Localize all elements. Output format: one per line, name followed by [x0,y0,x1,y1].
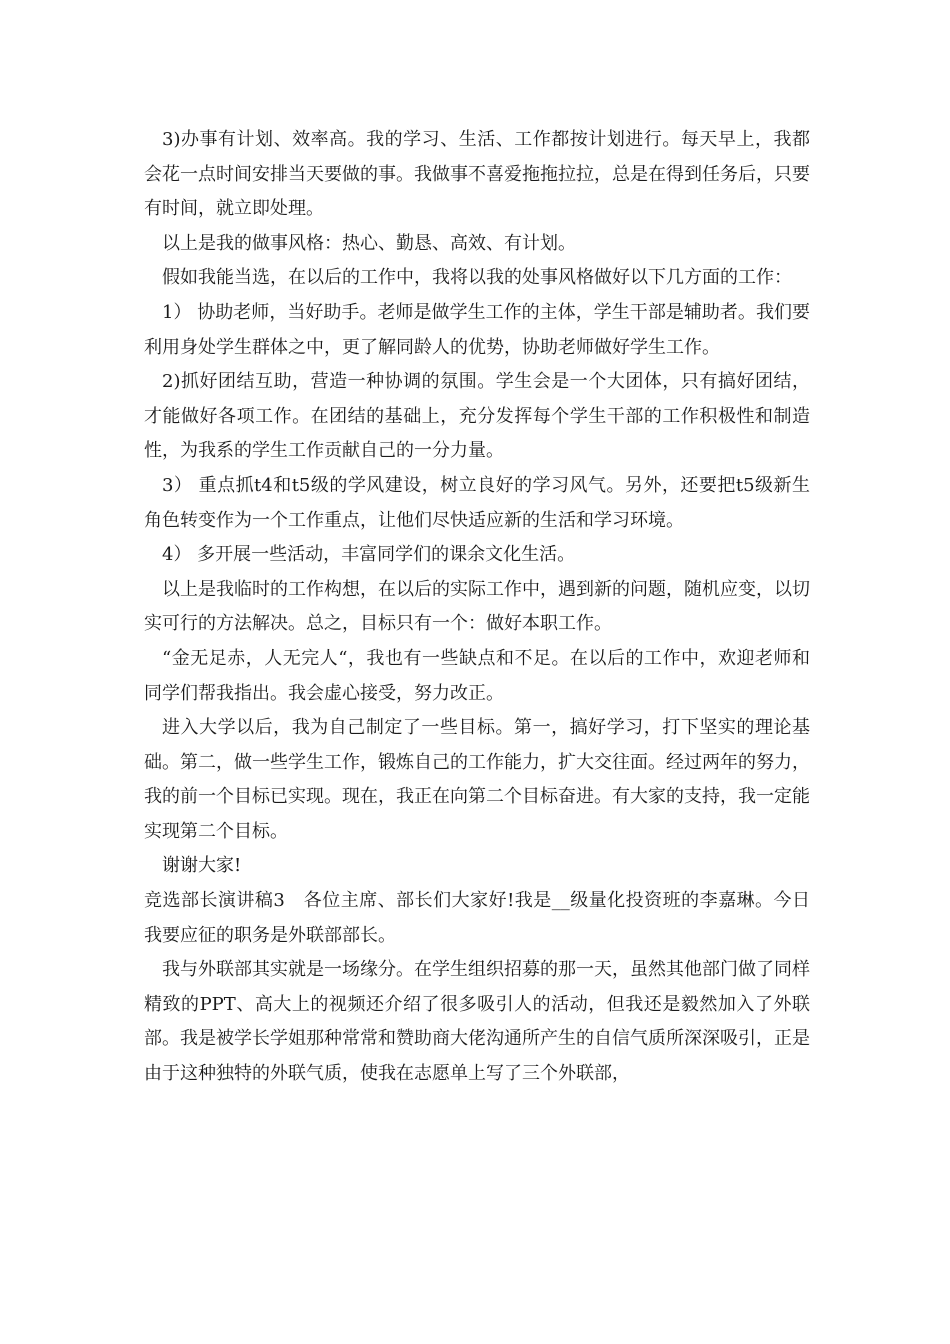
paragraph-point-2: 2)抓好团结互助，营造一种协调的氛围。学生会是一个大团体，只有搞好团结，才能做好各项工作。在团结的基础上，充分发挥每个学生干部的工作积极性和制造性，为我系的学生工作贡献自己的一分力量。 [144,371,810,462]
paragraph-speech-3-heading: 竞选部长演讲稿3 各位主席、部长们大家好!我是__级量化投资班的李嘉琳。今日我要应征的职务是外联部部长。 [144,890,810,946]
paragraph-work-style-summary: 以上是我的做事风格：热心、勤恳、高效、有计划。 [162,232,576,254]
paragraph-goals: 进入大学以后，我为自己制定了一些目标。第一，搞好学习，打下坚实的理论基础。第二，做一些学生工作，锻炼自己的工作能力，扩大交往面。经过两年的努力，我的前一个目标已实现。现在，我正在向第二个目标奋进。有大家的支持，我一定能实现第二个目标。 [144,717,810,842]
paragraph-work-concept: 以上是我临时的工作构想，在以后的实际工作中，遇到新的问题，随机应变，以切实可行的方法解决。总之，目标只有一个：做好本职工作。 [144,578,810,635]
paragraph-work-plan-efficiency: 3)办事有计划、效率高。我的学习、生活、工作都按计划进行。每天早上，我都会花一点时间安排当天要做的事。我做事不喜爱拖拖拉拉，总是在得到任务后，只要有时间，就立即处理。 [144,129,810,220]
paragraph-point-3: 3） 重点抓t4和t5级的学风建设，树立良好的学习风气。另外，还要把t5级新生角色转变作为一个工作重点，让他们尽快适应新的生活和学习环境。 [144,474,810,531]
paragraph-if-elected: 假如我能当选，在以后的工作中，我将以我的处事风格做好以下几方面的工作： [162,267,792,289]
paragraph-shortcomings: “金无足赤，人无完人“，我也有一些缺点和不足。在以后的工作中，欢迎老师和同学们帮我指出。我会虚心接受，努力改正。 [144,647,810,704]
paragraph-point-1: 1） 协助老师，当好助手。老师是做学生工作的主体，学生干部是辅助者。我们要利用身处学生群体之中，更了解同龄人的优势，协助老师做好学生工作。 [144,301,810,358]
paragraph-point-4: 4） 多开展一些活动，丰富同学们的课余文化生活。 [162,544,576,566]
paragraph-outreach-story: 我与外联部其实就是一场缘分。在学生组织招募的那一天，虽然其他部门做了同样精致的PPT、高大上的视频还介绍了很多吸引人的活动，但我还是毅然加入了外联部。我是被学长学姐那种常常和赞助商大佬沟通所产生的自信气质所深深吸引，正是由于这种独特的外联气质，使我在志愿单上写了三个外联部， [144,959,810,1085]
paragraph-thanks: 谢谢大家! [162,855,242,877]
document-page [144,123,810,1092]
